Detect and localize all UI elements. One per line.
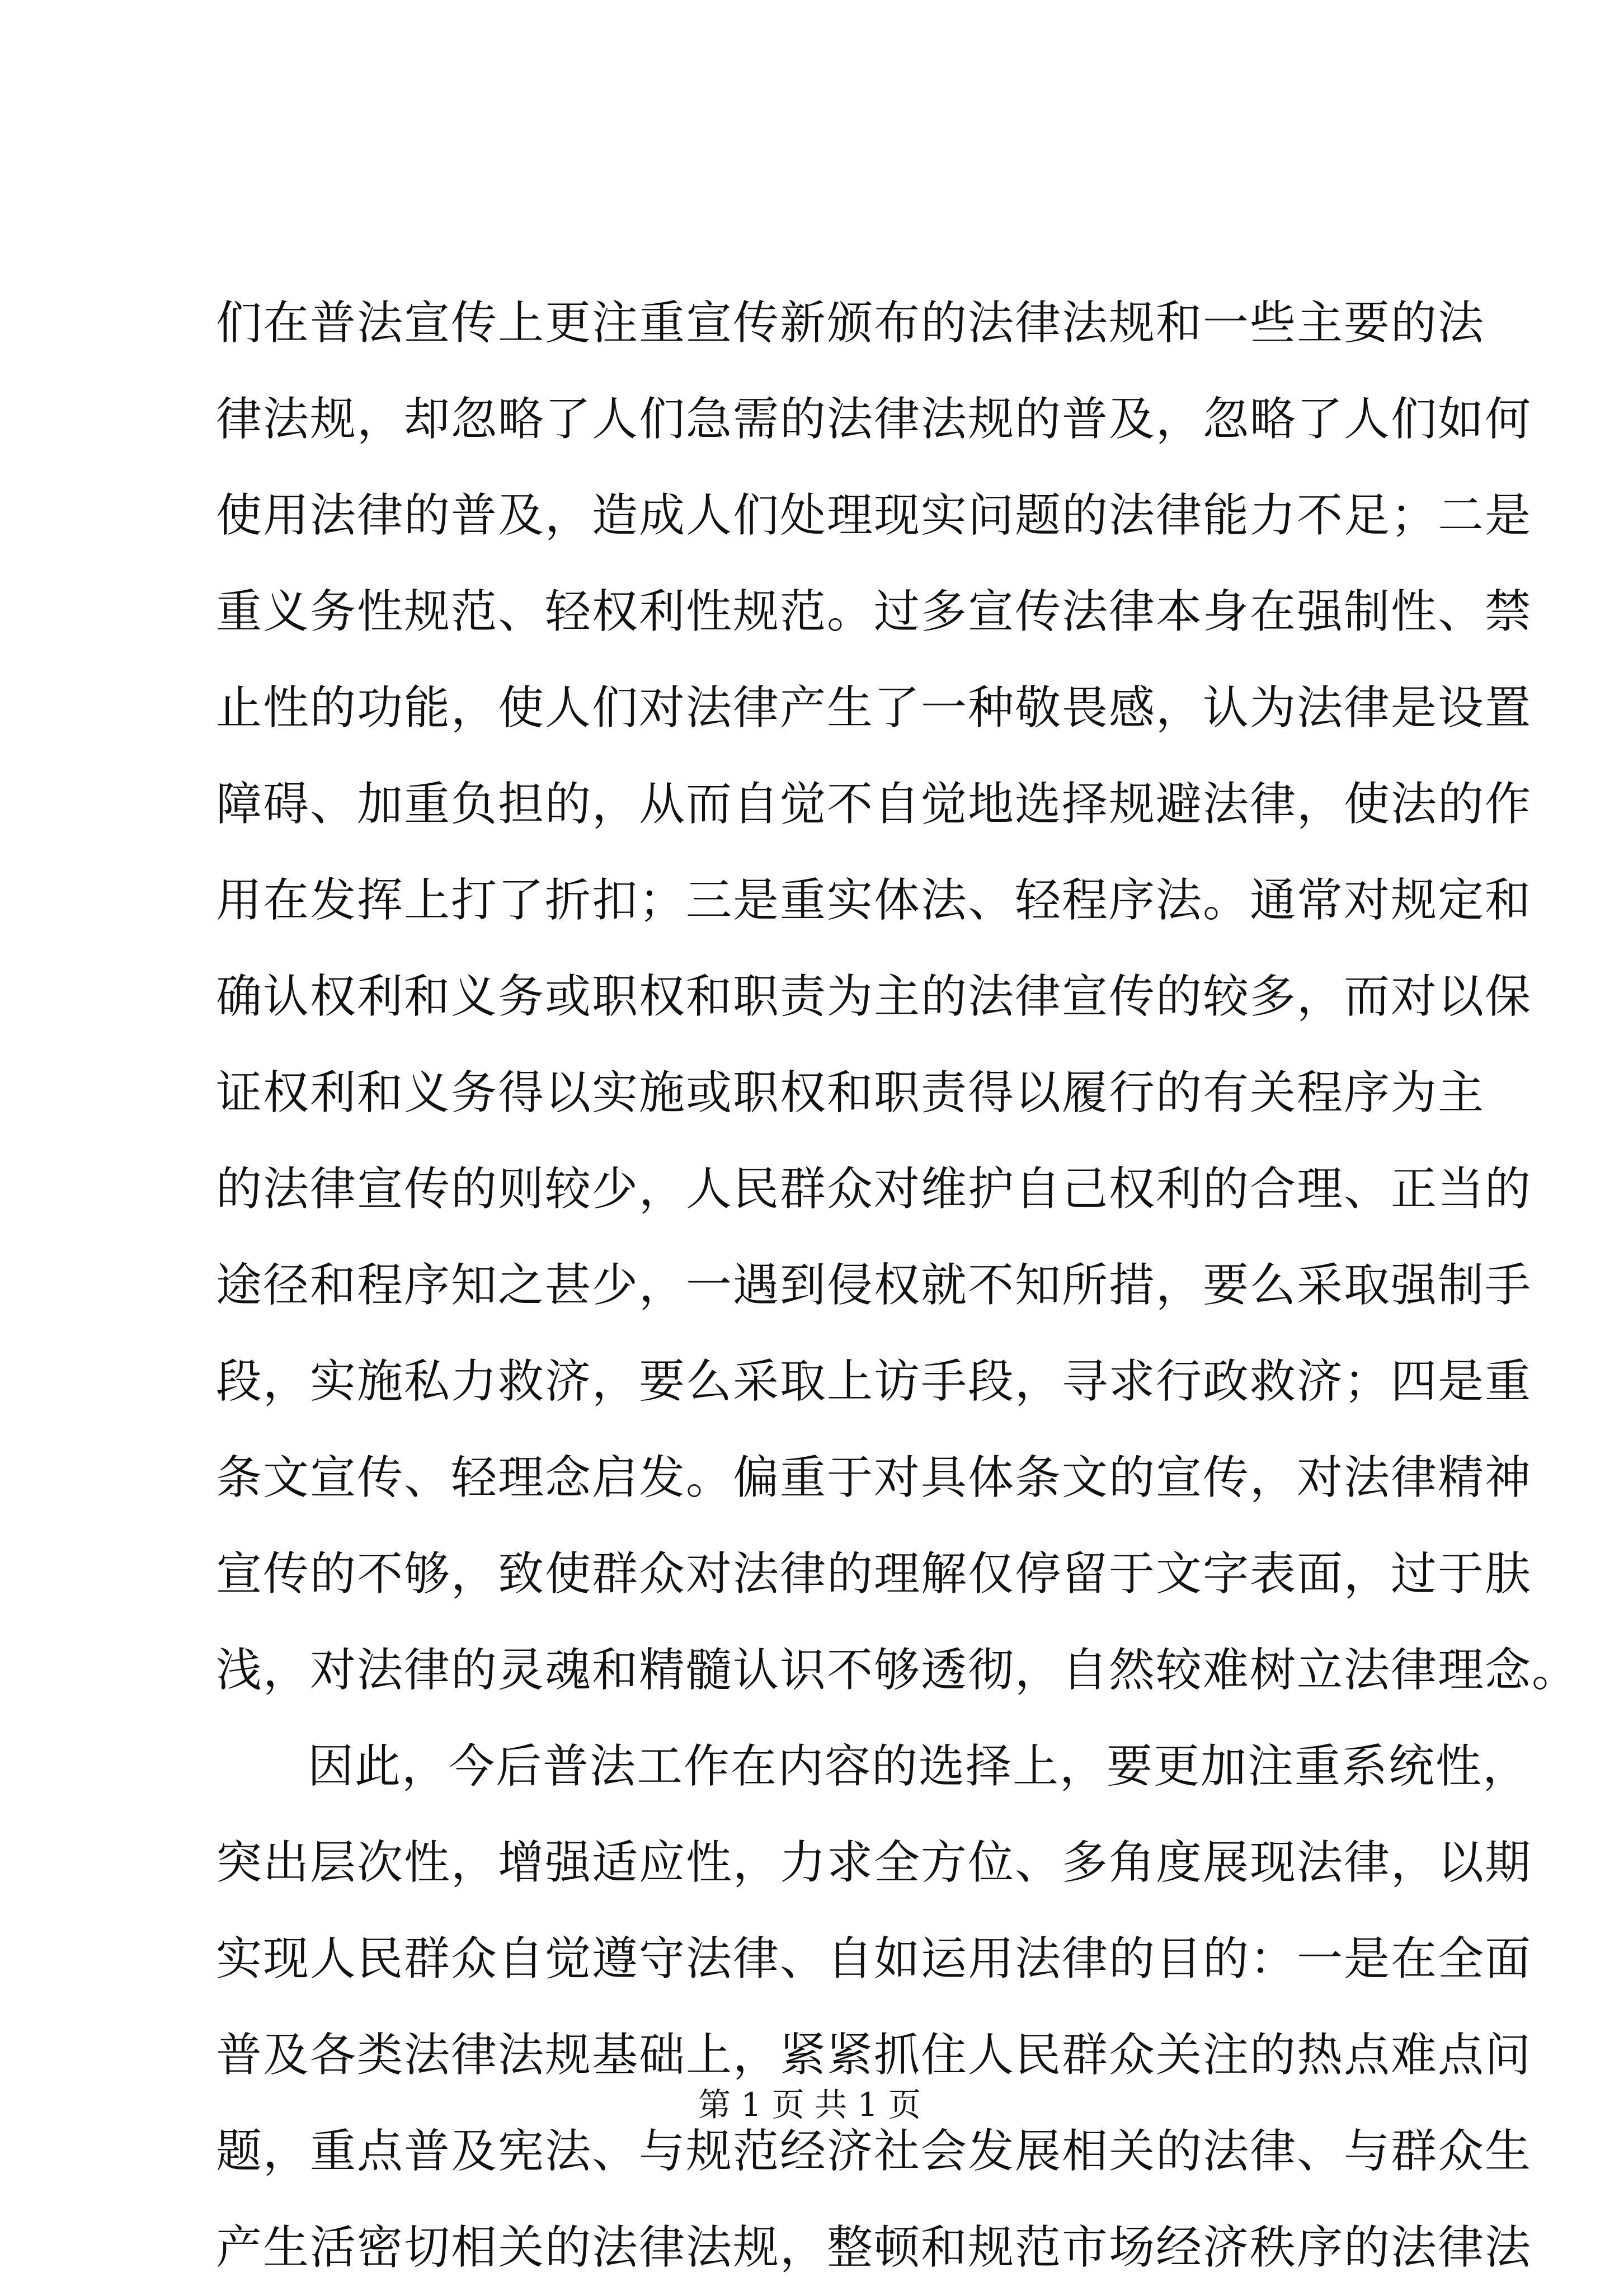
text-line: 的法律宣传的则较少，人民群众对维护自己权利的合理、正当的	[216, 1163, 1532, 1216]
text-line: 途径和程序知之甚少，一遇到侵权就不知所措，要么采取强制手	[216, 1259, 1532, 1312]
text-line: 实现人民群众自觉遵守法律、自如运用法律的目的：一是在全面	[216, 1932, 1532, 1986]
text-line: 条文宣传、轻理念启发。偏重于对具体条文的宣传，对法律精神	[216, 1451, 1532, 1504]
paragraph-2	[216, 1719, 1532, 2296]
text-line: 障碍、加重负担的，从而自觉不自觉地选择规避法律，使法的作	[216, 778, 1532, 831]
text-line: 使用法律的普及，造成人们处理现实问题的法律能力不足；二是	[216, 489, 1532, 542]
text-line: 律法规，却忽略了人们急需的法律法规的普及，忽略了人们如何	[216, 393, 1532, 446]
text-line: 确认权利和义务或职权和职责为主的法律宣传的较多，而对以保	[216, 970, 1532, 1023]
text-line: 重义务性规范、轻权利性规范。过多宣传法律本身在强制性、禁	[216, 585, 1532, 638]
text-line: 用在发挥上打了折扣；三是重实体法、轻程序法。通常对规定和	[216, 874, 1532, 927]
text-line: 段，实施私力救济，要么采取上访手段，寻求行政救济；四是重	[216, 1355, 1532, 1408]
text-line: 们在普法宣传上更注重宣传新颁布的法律法规和一些主要的法	[216, 297, 1485, 350]
text-line: 突出层次性，增强适应性，力求全方位、多角度展现法律，以期	[216, 1836, 1532, 1889]
text-line: 题，重点普及宪法、与规范经济社会发展相关的法律、与群众生	[216, 2125, 1532, 2178]
paragraph-1	[216, 275, 1579, 1719]
text-line: 宣传的不够，致使群众对法律的理解仅停留于文字表面，过于肤	[216, 1547, 1532, 1601]
document-body	[216, 275, 1579, 2296]
text-line: 止性的功能，使人们对法律产生了一种敬畏感，认为法律是设置	[216, 681, 1532, 735]
text-line: 因此，今后普法工作在内容的选择上，要更加注重系统性，	[308, 1740, 1530, 1793]
text-line: 证权利和义务得以实施或职权和职责得以履行的有关程序为主	[216, 1066, 1485, 1119]
text-line: 浅，对法律的灵魂和精髓认识不够透彻，自然较难树立法律理念。	[216, 1644, 1579, 1697]
page-footer: 第 1 页 共 1 页	[698, 2086, 921, 2124]
text-line: 产生活密切相关的法律法规，整顿和规范市场经济秩序的法律法	[216, 2221, 1532, 2274]
text-line: 普及各类法律法规基础上，紧紧抓住人民群众关注的热点难点问	[216, 2029, 1532, 2082]
